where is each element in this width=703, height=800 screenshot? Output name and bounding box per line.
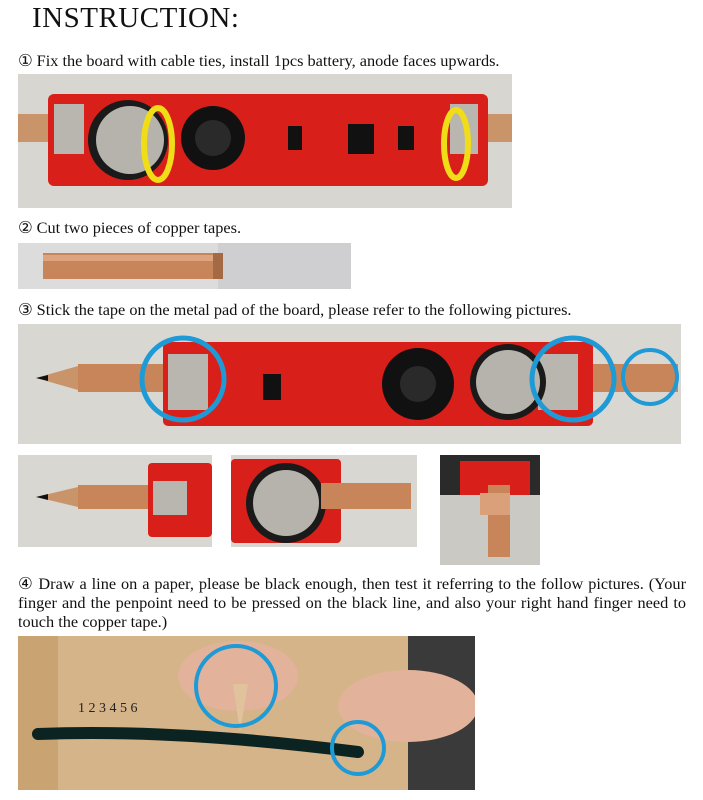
page-title: INSTRUCTION: — [32, 2, 240, 34]
step-3-photo-battery-side — [231, 455, 417, 547]
step-3-photo-main — [18, 324, 681, 444]
step-3-photo-copper-wrap — [440, 455, 540, 565]
step-1-photo — [18, 74, 512, 208]
step-2-text: ② Cut two pieces of copper tapes. — [18, 218, 242, 237]
svg-text:1 2 3 4 5 6: 1 2 3 4 5 6 — [78, 701, 138, 716]
step-1-text: ① Fix the board with cable ties, install 1pcs battery, anode faces upwards. — [18, 51, 500, 70]
step-3-text: ③ Stick the tape on the metal pad of the board, please refer to the following pictures. — [18, 300, 572, 319]
step-4-text: ④ Draw a line on a paper, please be black enough, then test it referring to the follow pictures. (Your finger and the penpoint need to be pressed on the black line, and also your right hand finger need to touch the copper tape.) — [18, 574, 686, 631]
step-3-photo-pencil-tip — [18, 455, 212, 547]
step-2-photo — [18, 243, 351, 289]
step-4-photo — [18, 636, 475, 790]
